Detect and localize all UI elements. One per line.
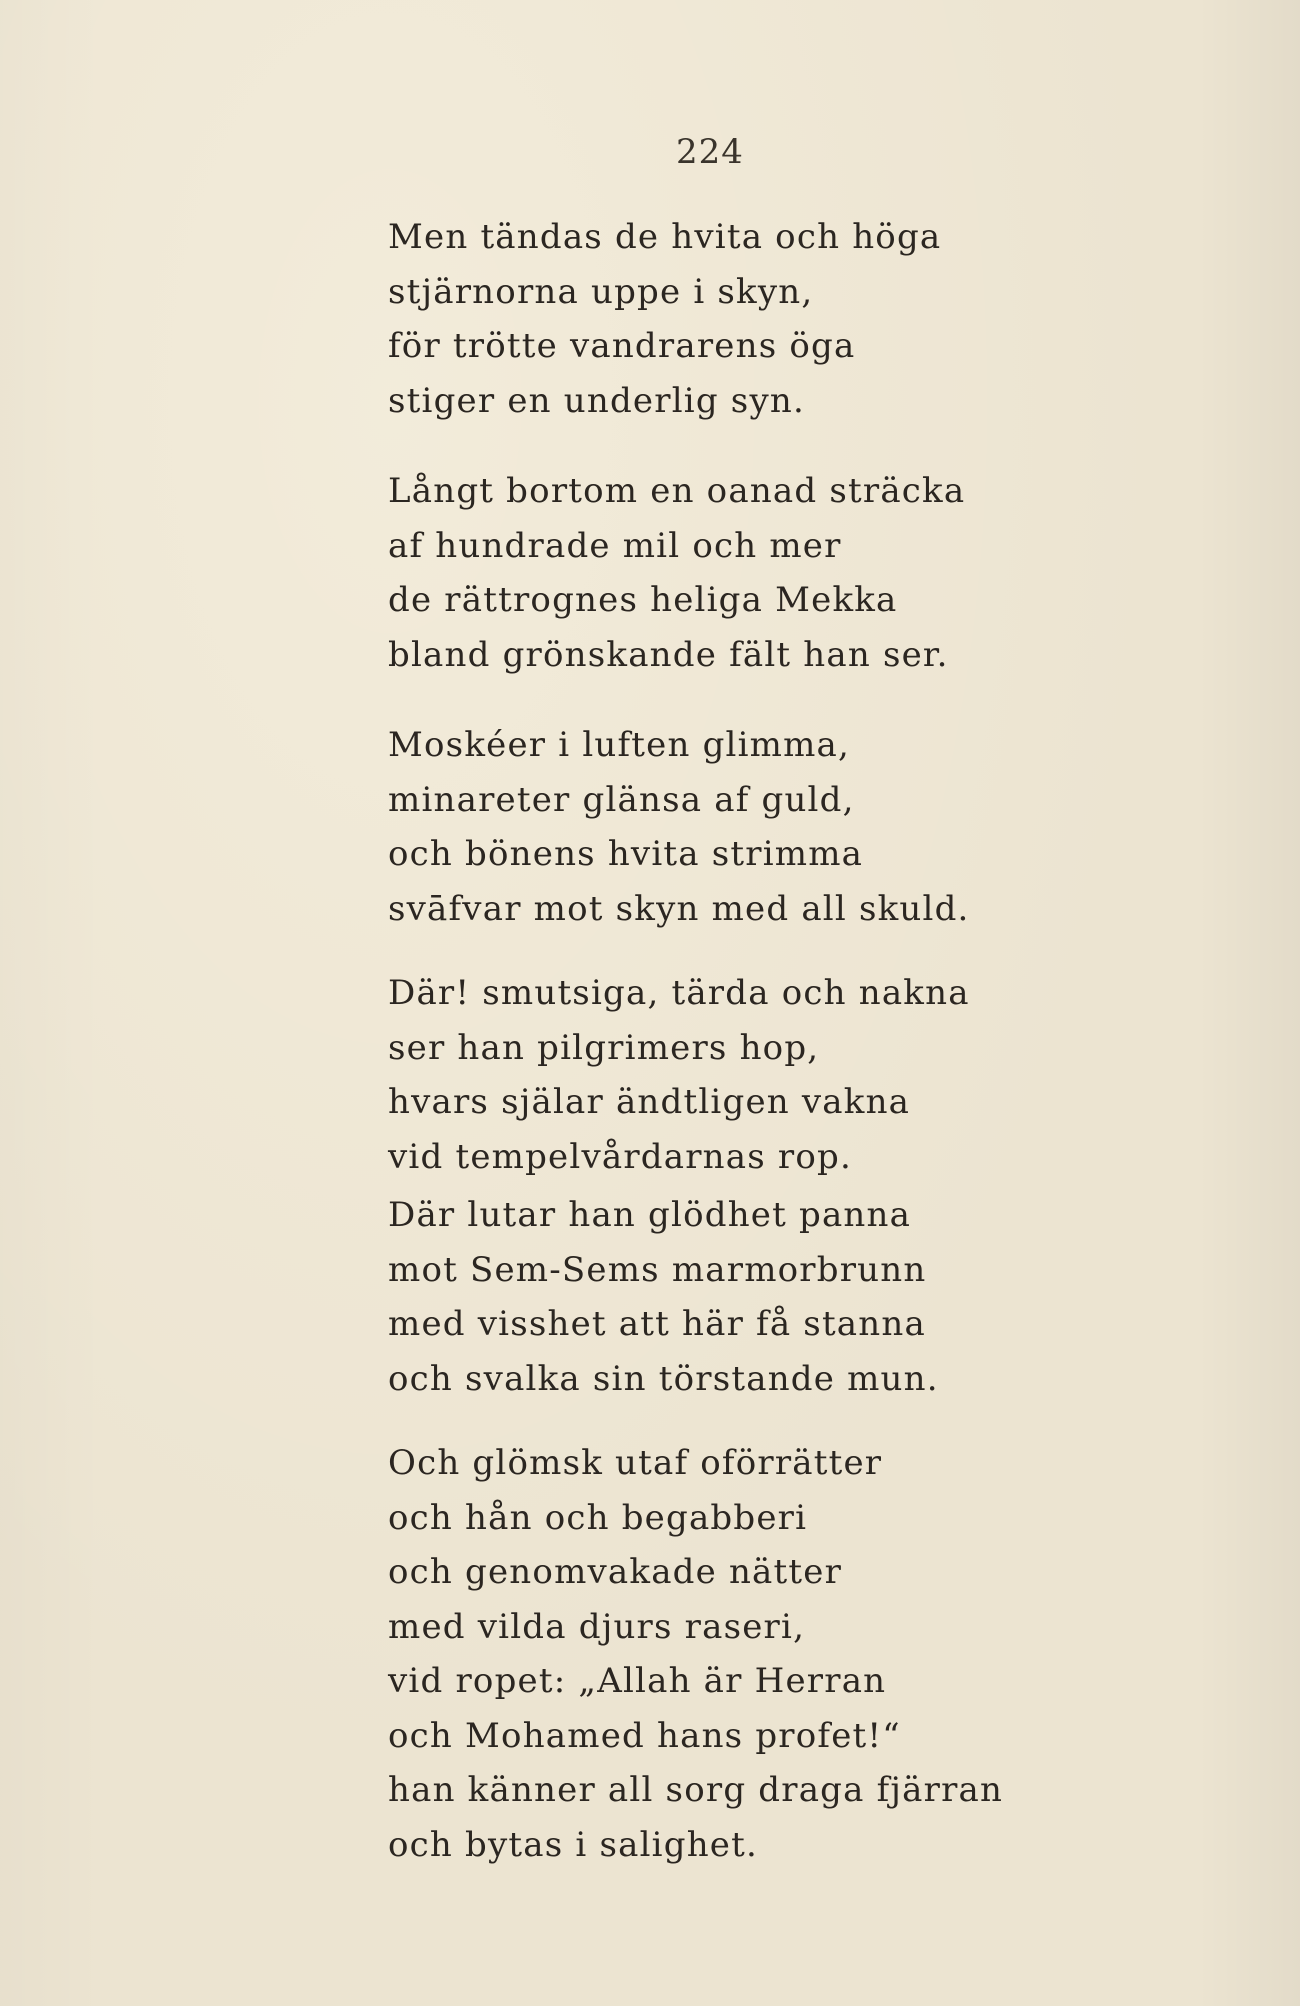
stanza-3 <box>388 718 1088 936</box>
poem-line: och Mohamed hans profet!“ <box>388 1715 901 1756</box>
poem-line: stjärnorna uppe i skyn, <box>388 271 814 312</box>
stanza-2 <box>388 464 1088 682</box>
poem-line: hvars själar ändtligen vakna <box>388 1082 911 1122</box>
poem-line: han känner all sorg draga fjärran <box>388 1770 1004 1810</box>
poem-line: de rättrognes heliga Mekka <box>388 580 898 620</box>
poem-line: Långt bortom en oanad sträcka <box>388 471 966 511</box>
poem-line: vid tempelvårdarnas rop. <box>388 1136 852 1177</box>
poem-line: för trötte vandrarens öga <box>388 326 856 366</box>
poem-line: stiger en underlig syn. <box>388 380 805 421</box>
poem-line: vid ropet: „Allah är Herran <box>388 1661 887 1701</box>
poem <box>388 210 1088 1872</box>
stanza-1 <box>388 210 1088 428</box>
poem-line: och bönens hvita strimma <box>388 834 864 874</box>
poem-line: med visshet att här få stanna <box>388 1304 926 1344</box>
stanza-5 <box>388 1188 1088 1406</box>
poem-line: med vilda djurs raseri, <box>388 1606 806 1647</box>
page-number: 224 <box>676 132 744 172</box>
stanza-6 <box>388 1436 1088 1872</box>
poem-line: Moskéer i luften glimma, <box>388 725 851 765</box>
poem-line: Där! smutsiga, tärda och nakna <box>388 973 970 1013</box>
poem-line: mot Sem-Sems marmorbrunn <box>388 1249 927 1290</box>
poem-line: svāfvar mot skyn med all skuld. <box>388 888 970 929</box>
poem-line: och hån och begabberi <box>388 1497 808 1538</box>
poem-line: och genomvakade nätter <box>388 1552 843 1592</box>
poem-line: Men tändas de hvita och höga <box>388 217 942 257</box>
poem-line: Där lutar han glödhet panna <box>388 1195 912 1235</box>
poem-line: och svalka sin törstande mun. <box>388 1358 939 1399</box>
poem-line: och bytas i salighet. <box>388 1824 758 1865</box>
poem-line: minareter glänsa af guld, <box>388 779 855 820</box>
poem-line: ser han pilgrimers hop, <box>388 1027 820 1068</box>
poem-line: Och glömsk utaf oförrätter <box>388 1443 883 1483</box>
poem-line: bland grönskande fält han ser. <box>388 634 949 675</box>
stanza-4 <box>388 966 1088 1184</box>
poem-line: af hundrade mil och mer <box>388 525 842 566</box>
